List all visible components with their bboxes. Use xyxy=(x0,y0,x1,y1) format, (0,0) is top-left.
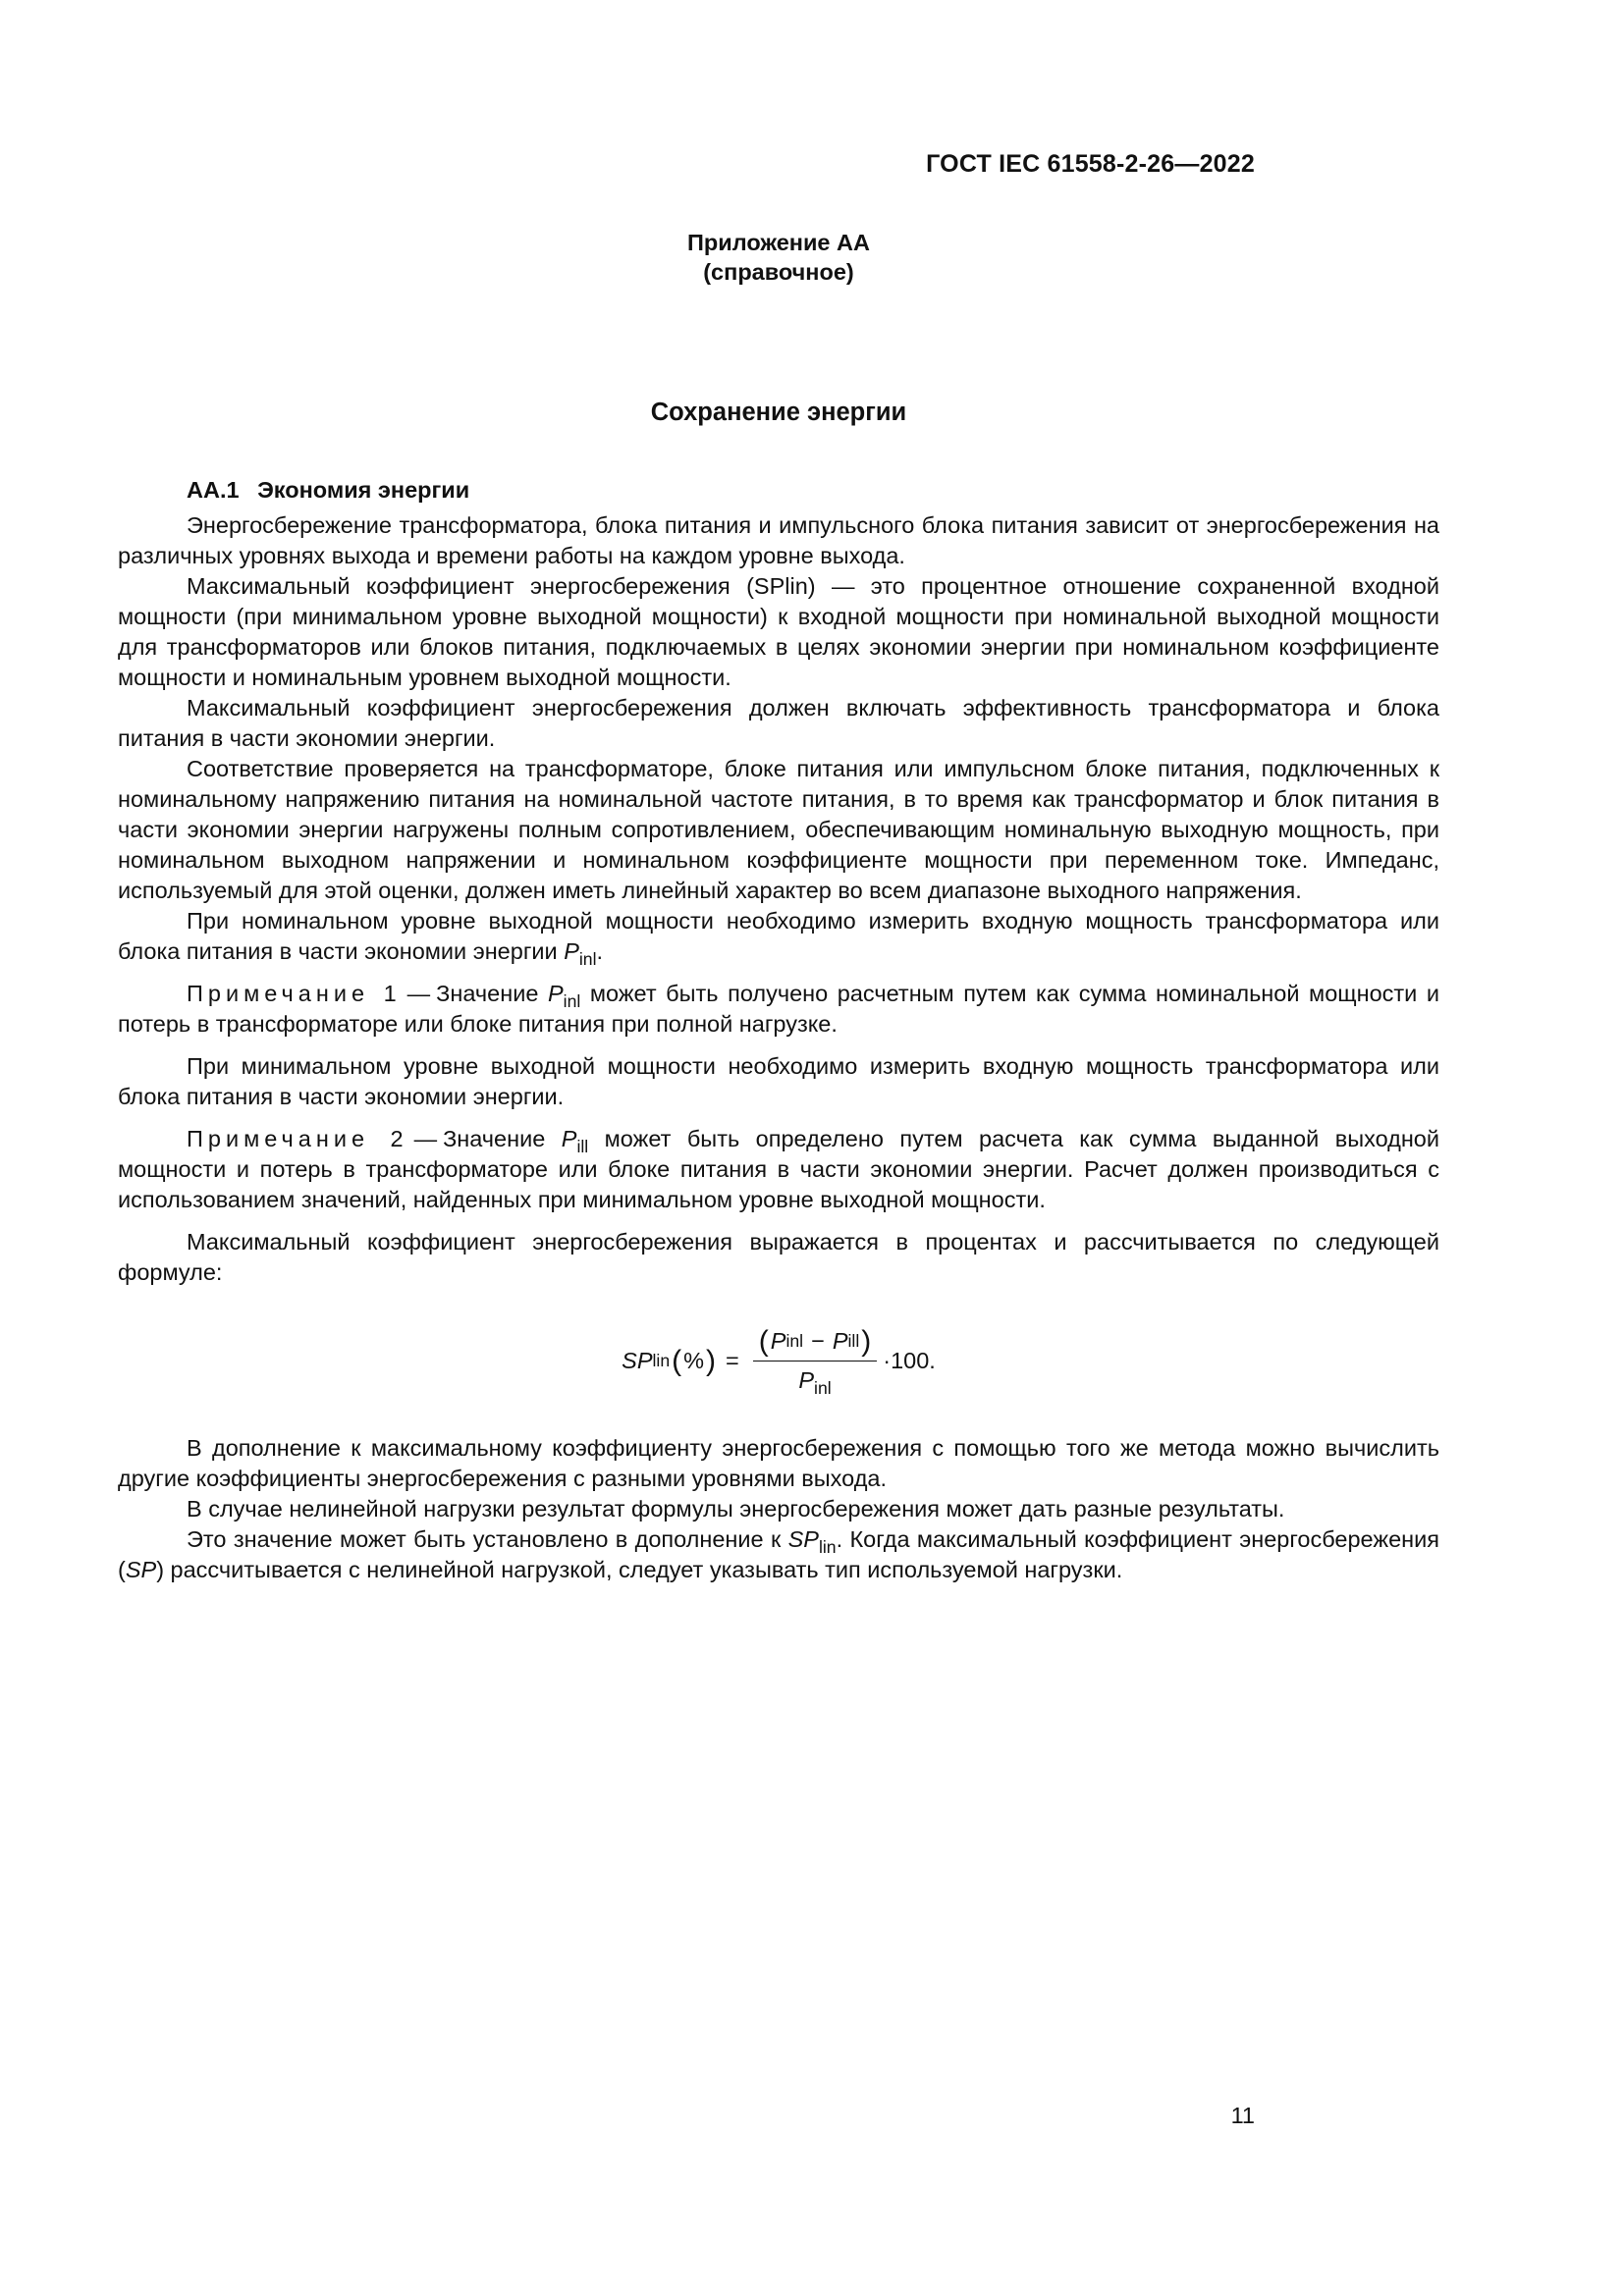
symbol-sp: SP xyxy=(125,1557,157,1582)
symbol-p: P xyxy=(832,1327,848,1354)
formula-sp-lin xyxy=(118,1313,1439,1408)
symbol-sp: SP xyxy=(787,1526,819,1552)
annex-status: (справочное) xyxy=(703,259,854,285)
clause-title: Экономия энергии xyxy=(257,477,470,503)
note-dash: — xyxy=(406,981,431,1006)
paren-close: ) xyxy=(706,1344,717,1377)
annex-heading xyxy=(118,228,1439,287)
subscript-lin: lin xyxy=(818,1537,837,1557)
subscript-inl: inl xyxy=(814,1377,832,1398)
page-number: 11 xyxy=(1230,2103,1255,2128)
symbol-p: P xyxy=(561,1126,577,1151)
symbol-p: P xyxy=(547,981,564,1006)
paragraph-5-end: . xyxy=(596,938,604,964)
paragraph-7: Максимальный коэффициент энергосбережения выражается в процентах и рассчитывается по следующей формуле: xyxy=(118,1229,1439,1285)
paragraph-5 xyxy=(118,906,1439,967)
paragraph-4: Соответствие проверяется на трансформаторе, блоке питания или импульсном блоке питания, подключенных к номинальному напряжению питания на номинальной частоте питания, в то время как трансформатор и блок питания в части экономии энергии нагружены полным сопротивлением, обеспечивающим номинальную выходную мощность, при номинальном выходном напряжении и номинальном коэффициенте мощности при переменном токе. Импеданс, используемый для этой оценки, должен иметь линейный характер во всем диапазоне выходного напряжения. xyxy=(118,756,1439,903)
fraction-numerator: ( P inl − P ill ) xyxy=(753,1326,877,1362)
formula-fraction xyxy=(753,1326,877,1396)
paragraph-10-end: ) рассчитывается с нелинейной нагрузкой, следует указывать тип используемой нагрузки. xyxy=(156,1557,1123,1582)
minus-sign: − xyxy=(811,1327,825,1354)
section-title: Сохранение энергии xyxy=(650,399,907,426)
note-1 xyxy=(118,979,1439,1040)
annex-title: Приложение АА xyxy=(687,230,870,255)
paragraph-10-start: Это значение может быть установлено в дополнение к xyxy=(187,1526,788,1552)
note-2-end: может быть определено путем расчета как сумма выданной выходной мощности и потерь в трансформаторе или блоке питания в части экономии энергии. Расчет должен производиться с использованием значений, найденных при минимальном уровне выходной мощности. xyxy=(118,1126,1440,1212)
percent-sign: % xyxy=(683,1347,705,1373)
subscript-inl: inl xyxy=(563,991,581,1011)
paren-open: ( xyxy=(672,1344,682,1377)
symbol-p: P xyxy=(564,938,579,964)
paren-close: ) xyxy=(861,1324,872,1358)
paragraph-10 xyxy=(118,1524,1439,1585)
subscript-ill: ill xyxy=(576,1137,589,1156)
note-1-label: Примечание 1 xyxy=(187,981,402,1006)
symbol-sp: SP xyxy=(622,1347,653,1373)
clause-heading xyxy=(187,475,1439,506)
symbol-p: P xyxy=(798,1366,815,1393)
paragraph-9: В случае нелинейной нагрузки результат формулы энергосбережения может дать разные результаты. xyxy=(187,1496,1285,1522)
paragraph-2: Максимальный коэффициент энергосбережения (SPlin) — это процентное отношение сохраненной входной мощности (при минимальном уровне выходной мощности) к входной мощности при номинальной выходной мощности для трансформаторов или блоков питания, подключаемых в целях экономии энергии при номинальном коэффициенте мощности и номинальным уровнем выходной мощности. xyxy=(118,573,1439,690)
paragraph-5-text: При номинальном уровне выходной мощности необходимо измерить входную мощность трансформатора или блока питания в части экономии энергии xyxy=(118,908,1439,964)
paragraph-8: В дополнение к максимальному коэффициенту энергосбережения с помощью того же метода можно вычислить другие коэффициенты энергосбережения с разными уровнями выхода. xyxy=(118,1435,1439,1491)
multiply-dot: · xyxy=(883,1347,892,1373)
note-1-end: может быть получено расчетным путем как сумма номинальной мощности и потерь в трансформаторе или блоке питания при полной нагрузке. xyxy=(118,981,1440,1037)
note-1-start: Значение xyxy=(436,981,548,1006)
paragraph-1: Энергосбережение трансформатора, блока питания и импульсного блока питания зависит от энергосбережения на различных уровнях выхода и времени работы на каждом уровне выхода. xyxy=(118,512,1439,568)
formula-factor: 100. xyxy=(891,1347,936,1373)
note-2-label: Примечание 2 xyxy=(187,1126,408,1151)
equals-sign: = xyxy=(726,1347,739,1373)
paren-open: ( xyxy=(758,1324,769,1358)
paragraph-10-mid: . Когда максимальный коэффициент энергосбережения ( xyxy=(118,1526,1439,1582)
body-text xyxy=(118,475,1439,1585)
note-2 xyxy=(118,1124,1439,1215)
paragraph-3: Максимальный коэффициент энергосбережения должен включать эффективность трансформатора и блока питания в части экономии энергии. xyxy=(118,695,1439,751)
symbol-p: P xyxy=(770,1327,786,1354)
subscript-inl: inl xyxy=(578,949,597,969)
paragraph-6: При минимальном уровне выходной мощности необходимо измерить входную мощность трансформатора или блока питания в части экономии энергии. xyxy=(118,1053,1439,1109)
note-dash: — xyxy=(413,1126,438,1151)
clause-number: АА.1 xyxy=(187,477,240,503)
note-2-start: Значение xyxy=(443,1126,562,1151)
standard-designation: ГОСТ IEC 61558-2-26—2022 xyxy=(926,150,1255,178)
formula-lhs: SP lin ( % ) = xyxy=(622,1344,739,1377)
fraction-denominator xyxy=(798,1362,831,1396)
